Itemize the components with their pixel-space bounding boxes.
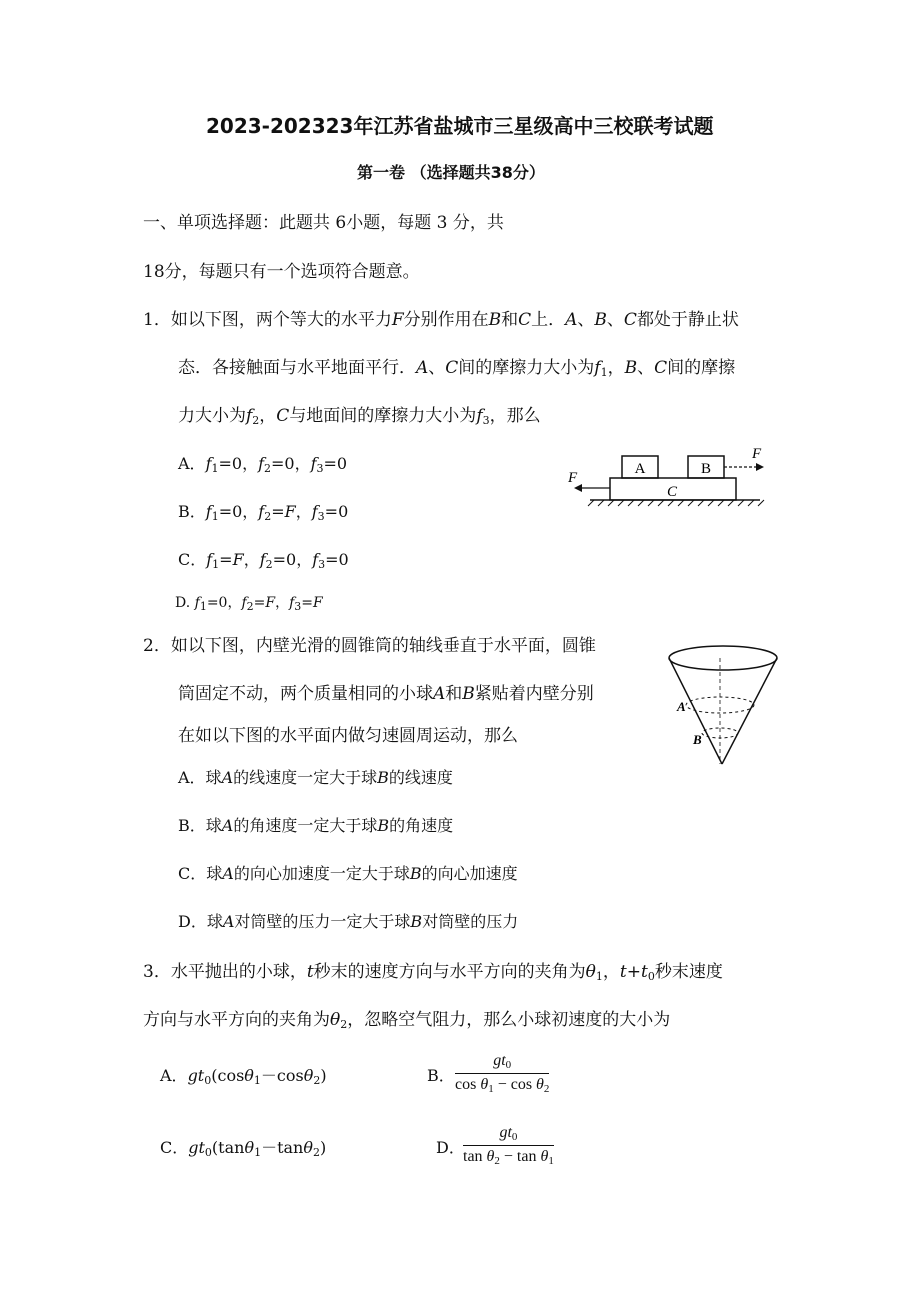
section-subtitle: 第一卷 （选择题共38分） xyxy=(357,163,545,182)
question-2-line3: 在如以下图的水平面内做匀速圆周运动，那么 xyxy=(178,726,518,746)
question-2-option-c[interactable]: C．球A的向心加速度一定大于球B的向心加速度 xyxy=(178,864,518,883)
ball-b-label: B xyxy=(693,732,702,747)
question-1-option-b[interactable]: B．$f_1=0$，$f_2=F$，$f_3=0$ xyxy=(178,502,349,523)
cone-figure xyxy=(660,640,790,770)
page-title: 2023-202323年江苏省盐城市三星级高中三校联考试题 xyxy=(206,114,714,138)
question-1-option-c[interactable]: C．$f_1=F$，$f_2=0$，$f_3=0$ xyxy=(178,550,349,571)
cone-rim xyxy=(669,646,777,670)
question-1-line3: 力大小为$f_2$，C与地面间的摩擦力大小为$f_3$，那么 xyxy=(178,406,541,427)
question-2-option-d[interactable]: D．球A对筒壁的压力一定大于球B对筒壁的压力 xyxy=(178,912,519,931)
block-b-label: B xyxy=(700,461,712,477)
question-3-option-b-label[interactable]: B． xyxy=(427,1066,455,1085)
force-right-arrowhead xyxy=(756,463,764,471)
question-3-option-a[interactable]: A．$gt_0(\cos\theta_1-\cos\theta_2)$ xyxy=(160,1066,327,1087)
block-c-label: C xyxy=(666,484,678,500)
question-2-line2: 筒固定不动，两个质量相同的小球A和B紧贴着内壁分别 xyxy=(178,684,594,704)
question-3-line2: 方向与水平方向的夹角为$\theta_2$，忽略空气阻力，那么小球初速度的大小为 xyxy=(143,1010,671,1031)
question-1-option-d[interactable]: D. $f_1=0$，$f_2=F$，$f_3=F$ xyxy=(175,595,323,613)
question-3-option-d-label[interactable]: D． xyxy=(436,1138,465,1157)
question-3-line1: 3．水平抛出的小球，t秒末的速度方向与水平方向的夹角为$\theta_1$，$t+t_0$秒末速度 xyxy=(143,962,723,983)
ball-a-label: A xyxy=(677,699,686,714)
question-3-option-d-fraction[interactable]: $gt_0$ $\tan \theta_2 - \tan \theta_1$ xyxy=(463,1124,554,1167)
question-2-option-a[interactable]: A．球A的线速度一定大于球B的线速度 xyxy=(178,768,453,787)
question-1-line1: 1．如以下图，两个等大的水平力F分别作用在B和C上．A、B、C都处于静止状 xyxy=(143,310,739,330)
ground-hatching xyxy=(588,500,764,506)
question-1-option-a[interactable]: A．$f_1=0$，$f_2=0$，$f_3=0$ xyxy=(178,454,348,475)
blocks-figure xyxy=(560,440,780,520)
force-right-label: F xyxy=(752,446,762,462)
cone-right-wall xyxy=(722,658,777,764)
question-2-option-b[interactable]: B．球A的角速度一定大于球B的角速度 xyxy=(178,816,454,835)
question-3-option-b-fraction[interactable]: $gt_0$ $\cos \theta_1 - \cos \theta_2$ xyxy=(455,1052,550,1095)
section-instruction-line2: 18分，每题只有一个选项符合题意。 xyxy=(143,262,420,282)
block-a-label: A xyxy=(634,461,646,477)
question-1-line2: 态．各接触面与水平地面平行．A、C间的摩擦力大小为$f_1$，B、C间的摩擦 xyxy=(178,358,736,379)
force-left-label: F xyxy=(568,470,578,486)
section-instruction-line1: 一、单项选择题：此题共 6小题，每题 3 分，共 xyxy=(143,213,504,233)
question-2-line1: 2．如以下图，内壁光滑的圆锥筒的轴线垂直于水平面，圆锥 xyxy=(143,636,596,656)
question-3-option-c[interactable]: C．$gt_0(\tan\theta_1-\tan\theta_2)$ xyxy=(160,1138,327,1159)
